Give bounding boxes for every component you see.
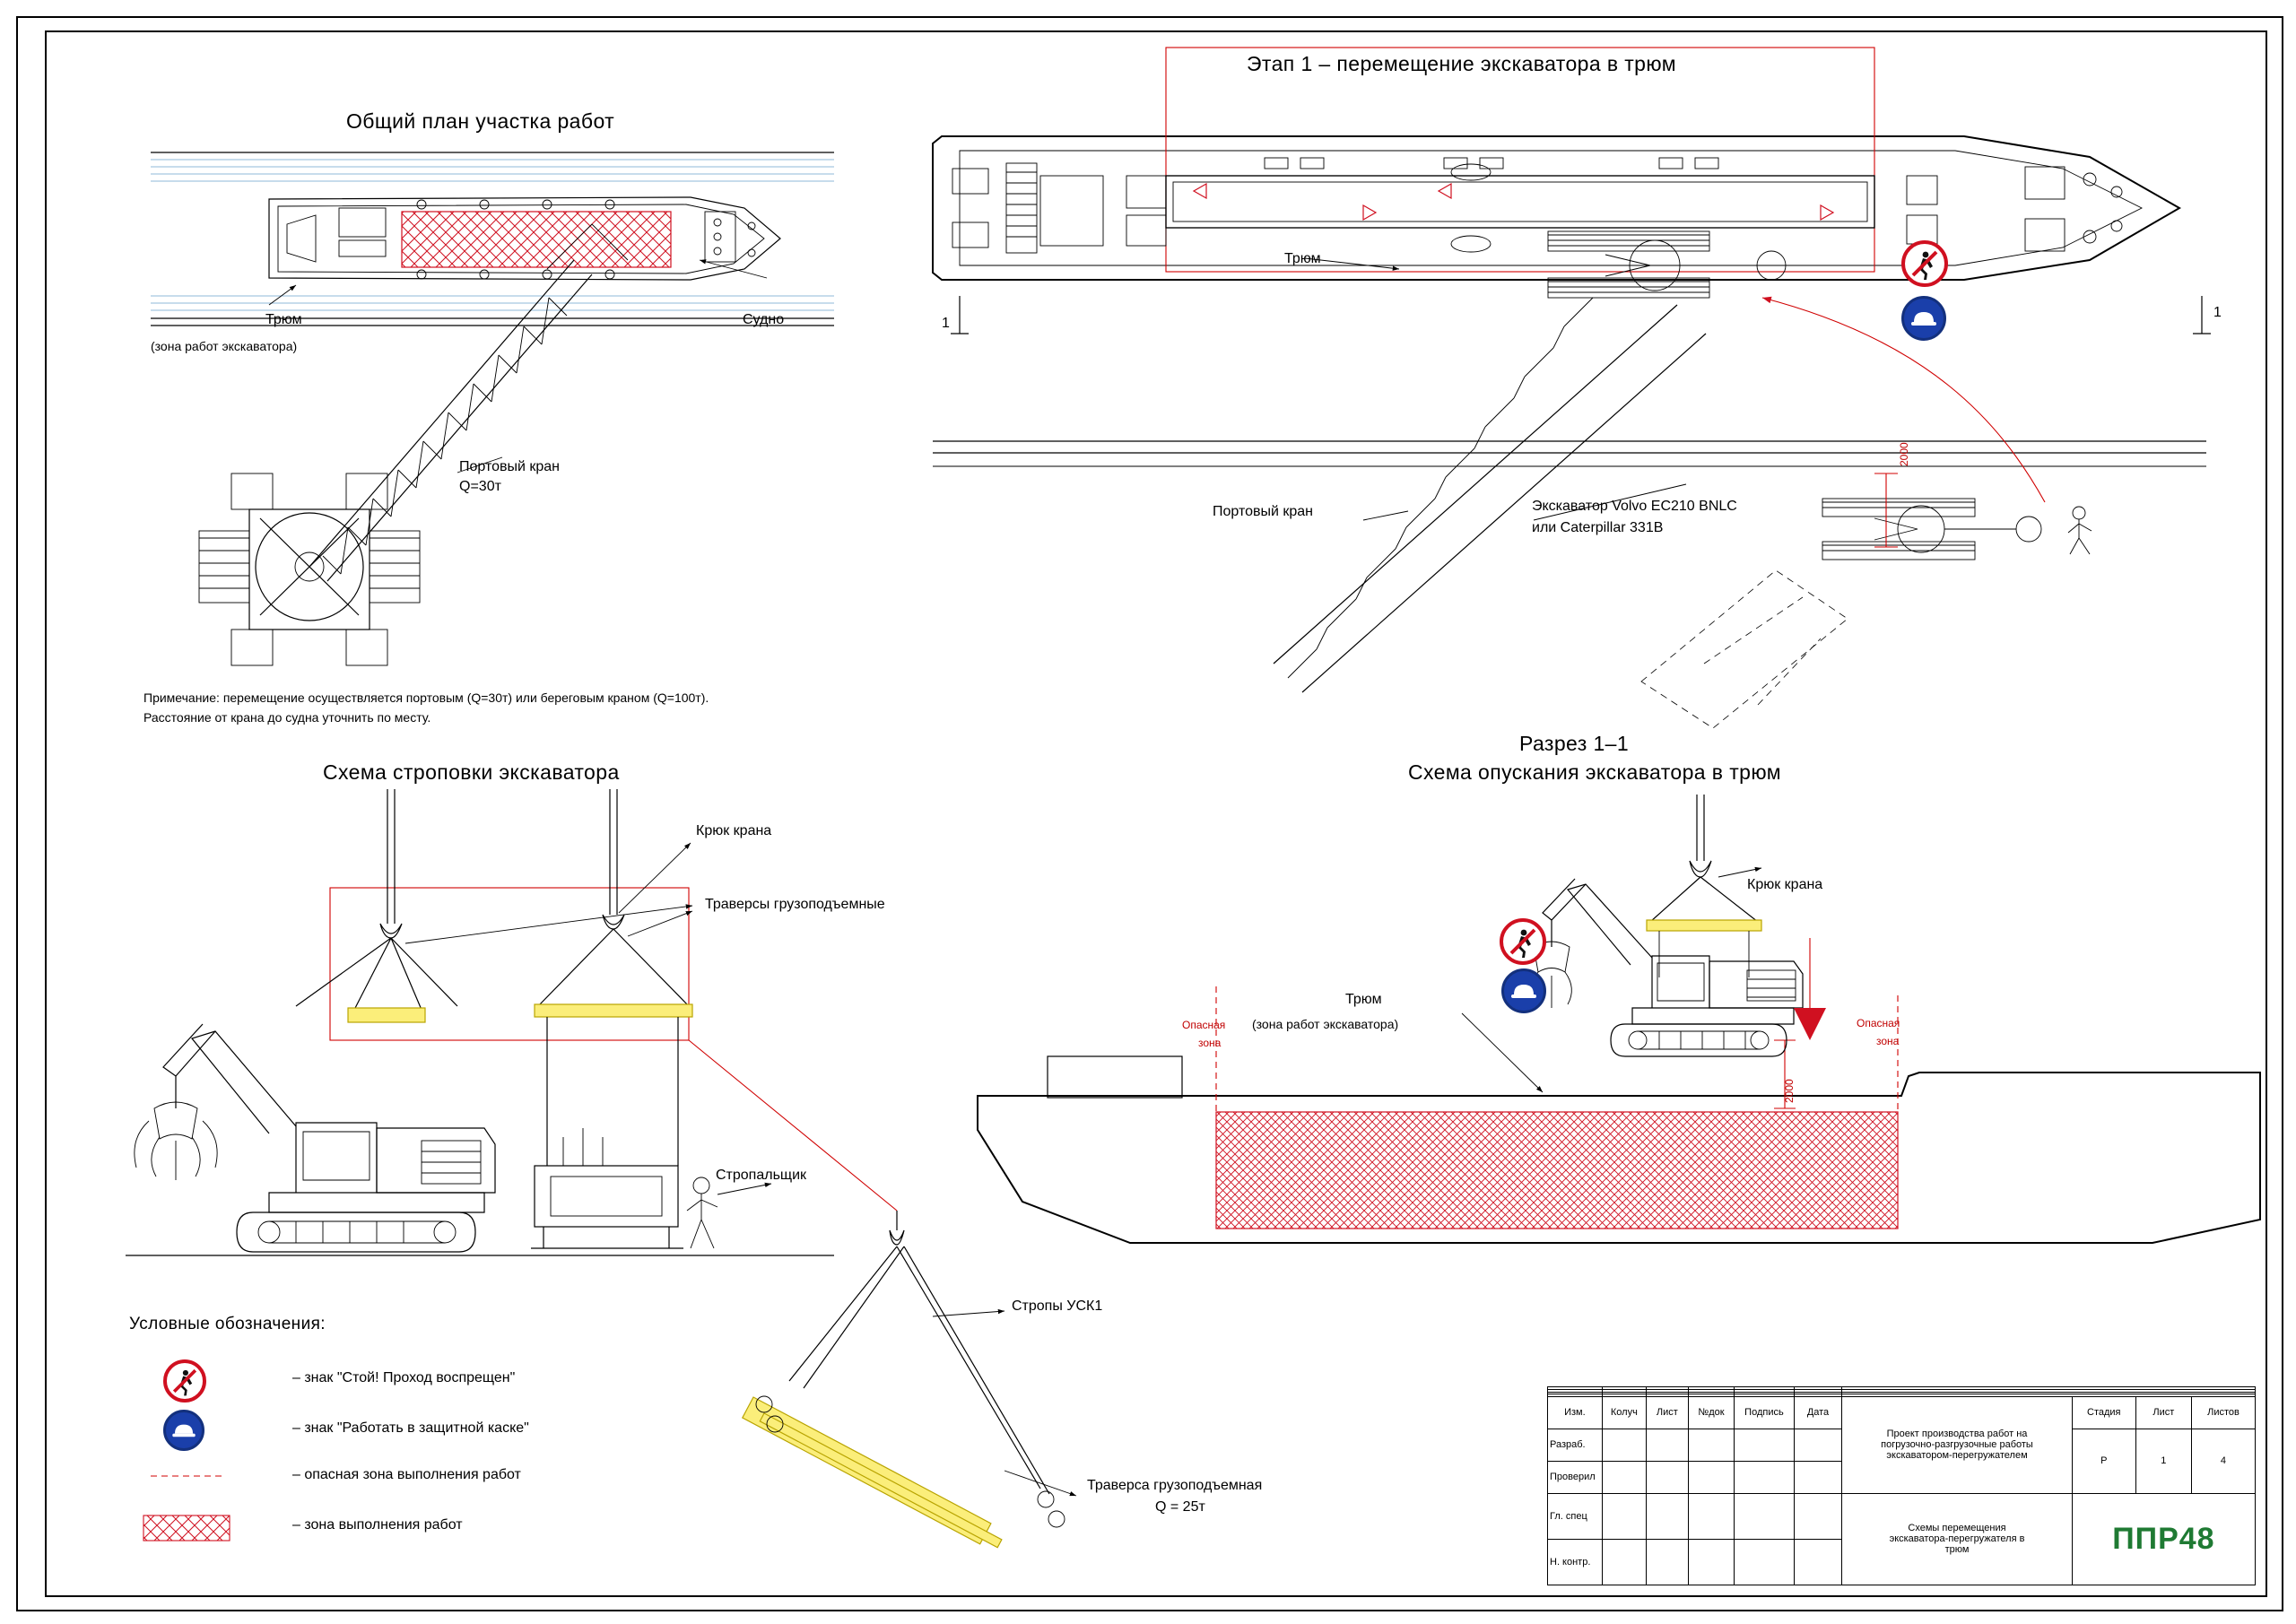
stage1-section-mark-left: 1 — [942, 316, 950, 331]
tb-sheet-title-line3: трюм — [1944, 1544, 1970, 1556]
legend-stop-sign-icon — [163, 1359, 206, 1403]
stage1-hold-label: Трюм — [1284, 251, 1321, 266]
section-graphics — [978, 795, 2260, 1243]
legend-item-3-text: – зона выполнения работ — [292, 1517, 463, 1533]
legend-item-0-text: – знак "Стой! Проход воспрещен" — [292, 1370, 516, 1385]
slinging-traverse-q: Q = 25т — [1155, 1499, 1205, 1515]
legend-item-2-text: – опасная зона выполнения работ — [292, 1467, 521, 1482]
tb-project-line3: экскаватором-перегружателем — [1886, 1450, 2028, 1462]
slinging-traverses-label: Траверсы грузоподъемные — [705, 897, 885, 912]
slinging-title: Схема строповки экскаватора — [323, 760, 620, 784]
tb-row-razrab: Разраб. — [1548, 1429, 1603, 1461]
plan-view-graphics — [151, 152, 834, 665]
tb-sheet-hdr: Лист — [2135, 1397, 2191, 1429]
section-hold-sub-label: (зона работ экскаватора) — [1252, 1017, 1399, 1031]
stage1-section-mark-right: 1 — [2213, 305, 2222, 320]
tb-stage-hdr: Стадия — [2072, 1397, 2135, 1429]
plan-hold-label: Трюм — [265, 312, 302, 327]
tb-sheets-hdr: Листов — [2191, 1397, 2255, 1429]
legend-item-1-text: – знак "Работать в защитной каске" — [292, 1420, 529, 1436]
tb-sheet-title-line1: Схемы перемещения — [1908, 1523, 2006, 1534]
stage1-excavator-line2: или Caterpillar 331B — [1532, 520, 1664, 535]
stage1-crane-label: Портовый кран — [1213, 504, 1314, 519]
slinging-slinger-label: Стропальщик — [716, 1168, 807, 1183]
tb-col-koluch: Колуч — [1602, 1397, 1646, 1429]
section-danger-right-1: Опасная — [1857, 1017, 1900, 1029]
tb-row-proveril: Проверил — [1548, 1461, 1603, 1493]
tb-sheet-title-line2: экскаватора-перегружателя в — [1889, 1533, 2025, 1545]
tb-col-ndok: №док — [1688, 1397, 1734, 1429]
tb-col-list: Лист — [1646, 1397, 1688, 1429]
tb-col-izm: Изм. — [1548, 1397, 1603, 1429]
section-title-2: Схема опускания экскаватора в трюм — [1408, 760, 1781, 784]
tb-sheets-val: 4 — [2191, 1429, 2255, 1493]
tb-logo: ППР48 — [2072, 1493, 2255, 1585]
plan-crane-label: Портовый кран — [459, 459, 561, 474]
slinging-graphics — [126, 789, 1076, 1548]
tb-project-line2: погрузочно-разгрузочные работы — [1881, 1439, 2033, 1451]
stop-sign-stage1 — [1901, 240, 1948, 287]
tb-sheet-val: 1 — [2135, 1429, 2191, 1493]
section-danger-left-2: зона — [1198, 1037, 1222, 1049]
stage1-title: Этап 1 – перемещение экскаватора в трюм — [1247, 52, 1676, 75]
tb-col-data: Дата — [1794, 1397, 1841, 1429]
title-block — [1547, 1386, 2256, 1585]
slinging-hook-label: Крюк крана — [696, 823, 772, 838]
plan-title: Общий план участка работ — [346, 109, 615, 133]
plan-ship-label: Судно — [743, 312, 785, 327]
section-danger-right-2: зона — [1876, 1035, 1900, 1047]
stop-sign-section — [1500, 918, 1546, 965]
tb-row-nkontr: Н. контр. — [1548, 1539, 1603, 1585]
section-dim-2000: 2000 — [1783, 1079, 1796, 1103]
slinging-slings-label: Стропы УСК1 — [1012, 1298, 1103, 1314]
helmet-sign-section — [1501, 968, 1546, 1013]
legend-title: Условные обозначения: — [129, 1315, 326, 1333]
plan-note-line2: Расстояние от крана до судна уточнить по месту. — [144, 710, 431, 725]
plan-note-line1: Примечание: перемещение осуществляется портовым (Q=30т) или береговым краном (Q=100т). — [144, 690, 709, 705]
section-danger-left-1: Опасная — [1182, 1019, 1226, 1031]
section-hold-label: Трюм — [1345, 992, 1382, 1007]
legend-helmet-sign-icon — [163, 1410, 204, 1451]
legend-samples — [144, 1476, 230, 1541]
section-title-1: Разрез 1–1 — [1519, 732, 1630, 755]
plan-crane-q-label: Q=30т — [459, 479, 501, 494]
tb-row-glspec: Гл. спец — [1548, 1493, 1603, 1539]
tb-col-podpis: Подпись — [1735, 1397, 1795, 1429]
tb-stage-val: Р — [2072, 1429, 2135, 1493]
tb-project-line1: Проект производства работ на — [1886, 1429, 2028, 1440]
plan-hold-sub-label: (зона работ экскаватора) — [151, 339, 298, 353]
helmet-sign-stage1 — [1901, 296, 1946, 341]
stage1-graphics — [933, 48, 2211, 728]
stage1-excavator-line1: Экскаватор Volvo EC210 BNLC — [1532, 499, 1737, 514]
stage1-dim-2000: 2000 — [1898, 442, 1910, 466]
slinging-traverse-label: Траверса грузоподъемная — [1087, 1478, 1263, 1493]
section-hook-label: Крюк крана — [1747, 877, 1823, 892]
